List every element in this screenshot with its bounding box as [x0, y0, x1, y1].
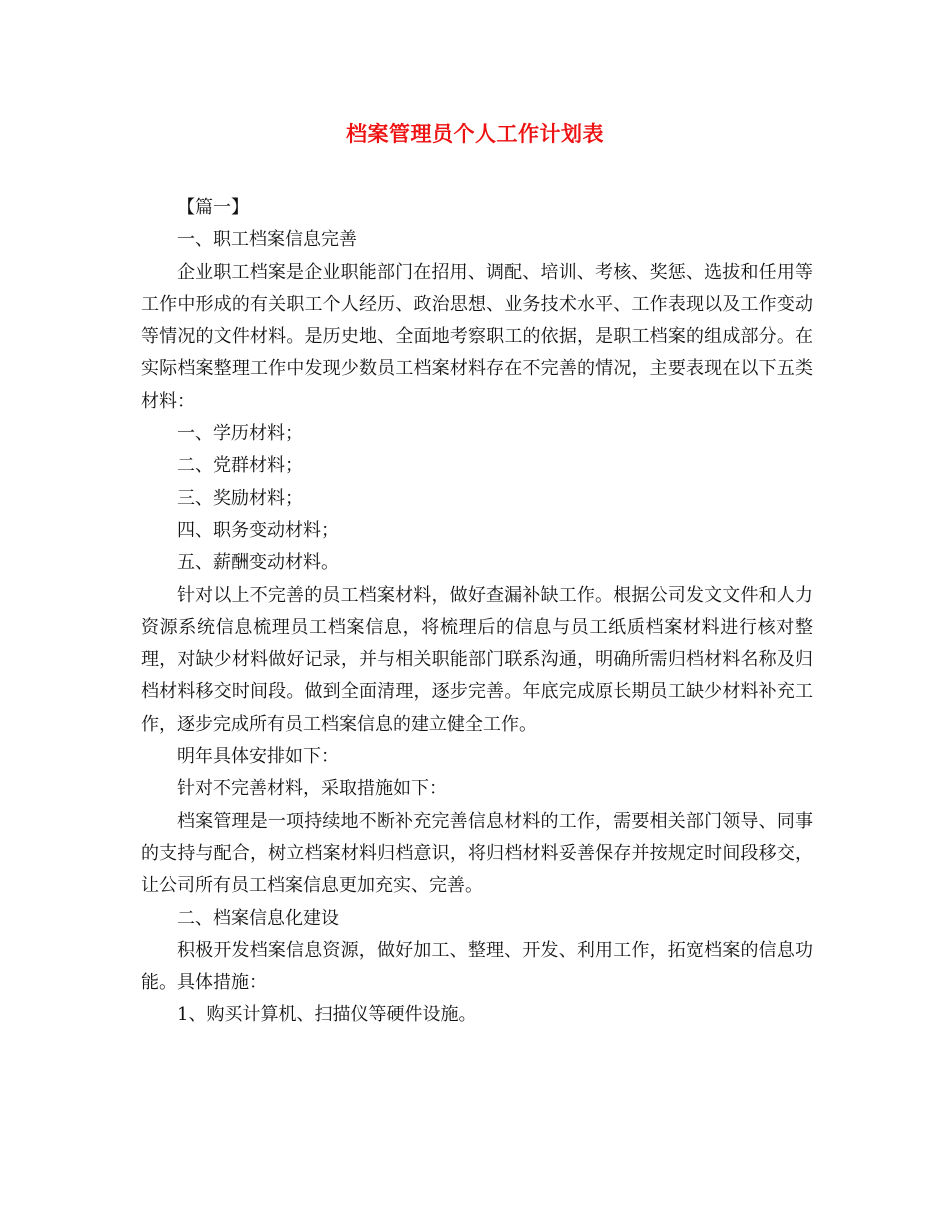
section-marker: 【篇一】: [177, 197, 249, 218]
paragraph: 企业职工档案是企业职能部门在招用、调配、培训、考核、奖惩、选拔和任用等工作中形成的有关职工个人经历、政治思想、业务技术水平、工作表现以及工作变动等情况的文件材料。是历史地、全面地考察职工的依据，是职工档案的组成部分。在实际档案整理工作中发现少数员工档案材料存在不完善的情况，主要表现在以下五类材料：: [141, 261, 813, 412]
section-heading: 二、档案信息化建设: [177, 907, 339, 929]
list-item: 1、购买计算机、扫描仪等硬件设施。: [177, 1004, 477, 1026]
paragraph: 针对以上不完善的员工档案材料，做好查漏补缺工作。根据公司发文文件和人力资源系统信息梳理员工档案信息，将梳理后的信息与员工纸质档案材料进行核对整理，对缺少材料做好记录，并与相关职能部门联系沟通，明确所需归档材料名称及归档材料移交时间段。做到全面清理，逐步完善。年底完成原长期员工缺少材料补充工作，逐步完成所有员工档案信息的建立健全工作。: [141, 584, 813, 735]
list-item: 三、奖励材料；: [177, 487, 303, 509]
document-body: [141, 192, 813, 1032]
paragraph: 积极开发档案信息资源，做好加工、整理、开发、利用工作，拓宽档案的信息功能。具体措施：: [141, 939, 813, 994]
list-item: 一、学历材料；: [177, 423, 303, 445]
list-item: 五、薪酬变动材料。: [177, 552, 339, 574]
paragraph: 针对不完善材料，采取措施如下：: [177, 778, 447, 800]
section-heading: 一、职工档案信息完善: [177, 229, 357, 251]
paragraph: 明年具体安排如下：: [177, 746, 339, 768]
paragraph: 档案管理是一项持续地不断补充完善信息材料的工作，需要相关部门领导、同事的支持与配合，树立档案材料归档意识，将归档材料妥善保存并按规定时间段移交，让公司所有员工档案信息更加充实、完善。: [141, 810, 813, 897]
document-title: 档案管理员个人工作计划表: [346, 122, 604, 146]
list-item: 四、职务变动材料；: [177, 519, 339, 541]
list-item: 二、党群材料；: [177, 455, 303, 477]
